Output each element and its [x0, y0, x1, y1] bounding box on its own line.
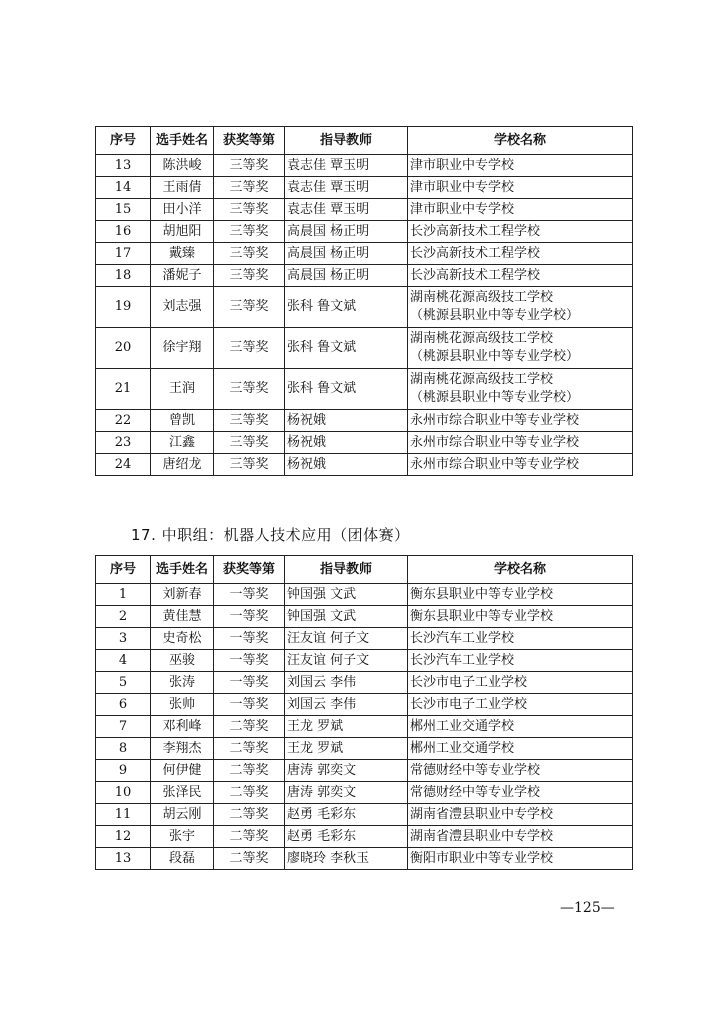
cell-name: 张泽民 [151, 782, 214, 804]
cell-school: 永州市综合职业中等专业学校 [408, 454, 633, 476]
cell-name: 徐宇翔 [151, 328, 214, 369]
cell-school: 长沙汽车工业学校 [408, 628, 633, 650]
cell-teacher: 钟国强 文武 [285, 584, 408, 606]
cell-school: 衡东县职业中等专业学校 [408, 584, 633, 606]
col-header-teacher: 指导教师 [285, 556, 408, 584]
cell-teacher: 赵勇 毛彩东 [285, 826, 408, 848]
cell-teacher: 袁志佳 覃玉明 [285, 177, 408, 199]
table-row [96, 804, 633, 826]
table-row [96, 760, 633, 782]
cell-teacher: 赵勇 毛彩东 [285, 804, 408, 826]
cell-teacher: 刘国云 李伟 [285, 694, 408, 716]
cell-school: 湖南桃花源高级技工学校 （桃源县职业中等专业学校） [408, 369, 633, 410]
awards-table-2 [95, 555, 633, 870]
cell-teacher: 张科 鲁文斌 [285, 328, 408, 369]
cell-school: 长沙高新技术工程学校 [408, 265, 633, 287]
cell-name: 张宇 [151, 826, 214, 848]
cell-name: 何伊健 [151, 760, 214, 782]
cell-no: 3 [96, 628, 151, 650]
cell-name: 胡云刚 [151, 804, 214, 826]
cell-name: 张涛 [151, 672, 214, 694]
table-header-row [96, 556, 633, 584]
cell-teacher: 杨祝娥 [285, 454, 408, 476]
col-header-name: 选手姓名 [151, 127, 214, 155]
col-header-teacher: 指导教师 [285, 127, 408, 155]
cell-no: 13 [96, 848, 151, 870]
col-header-name: 选手姓名 [151, 556, 214, 584]
cell-no: 21 [96, 369, 151, 410]
cell-name: 黄佳慧 [151, 606, 214, 628]
cell-teacher: 汪友谊 何子文 [285, 628, 408, 650]
cell-teacher: 王龙 罗斌 [285, 738, 408, 760]
cell-teacher: 王龙 罗斌 [285, 716, 408, 738]
table-row [96, 694, 633, 716]
table-row [96, 199, 633, 221]
cell-school: 郴州工业交通学校 [408, 738, 633, 760]
cell-award: 二等奖 [214, 826, 285, 848]
cell-award: 三等奖 [214, 328, 285, 369]
cell-school: 长沙高新技术工程学校 [408, 221, 633, 243]
cell-no: 17 [96, 243, 151, 265]
table-row [96, 848, 633, 870]
cell-award: 二等奖 [214, 782, 285, 804]
cell-name: 李翔杰 [151, 738, 214, 760]
table-row [96, 177, 633, 199]
cell-name: 潘妮子 [151, 265, 214, 287]
cell-no: 6 [96, 694, 151, 716]
cell-award: 一等奖 [214, 694, 285, 716]
cell-teacher: 高晨国 杨正明 [285, 221, 408, 243]
cell-school: 衡东县职业中等专业学校 [408, 606, 633, 628]
table-row [96, 243, 633, 265]
cell-no: 12 [96, 826, 151, 848]
cell-award: 三等奖 [214, 221, 285, 243]
cell-name: 王润 [151, 369, 214, 410]
cell-teacher: 张科 鲁文斌 [285, 369, 408, 410]
cell-name: 王雨倩 [151, 177, 214, 199]
cell-school: 长沙汽车工业学校 [408, 650, 633, 672]
cell-award: 三等奖 [214, 454, 285, 476]
cell-school: 津市职业中专学校 [408, 199, 633, 221]
cell-no: 15 [96, 199, 151, 221]
page-number: —125— [560, 900, 615, 916]
table-row [96, 155, 633, 177]
cell-award: 三等奖 [214, 155, 285, 177]
cell-no: 7 [96, 716, 151, 738]
cell-award: 二等奖 [214, 760, 285, 782]
cell-school: 湖南桃花源高级技工学校 （桃源县职业中等专业学校） [408, 287, 633, 328]
col-header-no: 序号 [96, 556, 151, 584]
col-header-award: 获奖等第 [214, 127, 285, 155]
table-row [96, 432, 633, 454]
cell-no: 1 [96, 584, 151, 606]
cell-no: 16 [96, 221, 151, 243]
cell-school: 长沙高新技术工程学校 [408, 243, 633, 265]
cell-teacher: 高晨国 杨正明 [285, 243, 408, 265]
cell-no: 8 [96, 738, 151, 760]
col-header-award: 获奖等第 [214, 556, 285, 584]
cell-award: 一等奖 [214, 672, 285, 694]
cell-teacher: 唐涛 郭奕文 [285, 760, 408, 782]
cell-no: 2 [96, 606, 151, 628]
table-row [96, 716, 633, 738]
cell-no: 18 [96, 265, 151, 287]
cell-award: 三等奖 [214, 177, 285, 199]
awards-table-1 [95, 126, 633, 476]
cell-teacher: 杨祝娥 [285, 410, 408, 432]
cell-no: 19 [96, 287, 151, 328]
cell-school: 湖南桃花源高级技工学校 （桃源县职业中等专业学校） [408, 328, 633, 369]
cell-school: 长沙市电子工业学校 [408, 694, 633, 716]
cell-name: 陈洪峻 [151, 155, 214, 177]
cell-school: 郴州工业交通学校 [408, 716, 633, 738]
col-header-school: 学校名称 [408, 556, 633, 584]
cell-school: 湖南省澧县职业中专学校 [408, 826, 633, 848]
cell-award: 二等奖 [214, 716, 285, 738]
cell-award: 一等奖 [214, 606, 285, 628]
cell-name: 胡旭阳 [151, 221, 214, 243]
table-row [96, 738, 633, 760]
table-row [96, 782, 633, 804]
cell-no: 14 [96, 177, 151, 199]
section-title: 17. 中职组：机器人技术应用（团体赛） [131, 526, 410, 544]
cell-no: 20 [96, 328, 151, 369]
cell-no: 23 [96, 432, 151, 454]
cell-name: 唐绍龙 [151, 454, 214, 476]
cell-name: 巫骏 [151, 650, 214, 672]
col-header-no: 序号 [96, 127, 151, 155]
table-row [96, 287, 633, 328]
cell-teacher: 袁志佳 覃玉明 [285, 199, 408, 221]
cell-award: 二等奖 [214, 804, 285, 826]
cell-school: 常德财经中等专业学校 [408, 782, 633, 804]
cell-award: 二等奖 [214, 848, 285, 870]
cell-award: 三等奖 [214, 410, 285, 432]
cell-no: 22 [96, 410, 151, 432]
cell-school: 津市职业中专学校 [408, 155, 633, 177]
cell-no: 24 [96, 454, 151, 476]
table-row [96, 584, 633, 606]
table-row [96, 410, 633, 432]
cell-teacher: 唐涛 郭奕文 [285, 782, 408, 804]
cell-teacher: 廖晓玲 李秋玉 [285, 848, 408, 870]
table-row [96, 369, 633, 410]
cell-award: 一等奖 [214, 628, 285, 650]
cell-teacher: 汪友谊 何子文 [285, 650, 408, 672]
cell-school: 衡阳市职业中等专业学校 [408, 848, 633, 870]
table-header-row [96, 127, 633, 155]
cell-school: 津市职业中专学校 [408, 177, 633, 199]
table-row [96, 328, 633, 369]
cell-award: 一等奖 [214, 584, 285, 606]
table-row [96, 606, 633, 628]
cell-award: 三等奖 [214, 265, 285, 287]
cell-school: 湖南省澧县职业中专学校 [408, 804, 633, 826]
cell-no: 13 [96, 155, 151, 177]
cell-teacher: 刘国云 李伟 [285, 672, 408, 694]
cell-name: 江鑫 [151, 432, 214, 454]
cell-name: 史奇松 [151, 628, 214, 650]
cell-school: 长沙市电子工业学校 [408, 672, 633, 694]
cell-no: 10 [96, 782, 151, 804]
cell-school: 常德财经中等专业学校 [408, 760, 633, 782]
cell-name: 田小洋 [151, 199, 214, 221]
cell-award: 三等奖 [214, 243, 285, 265]
cell-name: 刘新春 [151, 584, 214, 606]
cell-name: 刘志强 [151, 287, 214, 328]
cell-teacher: 杨祝娥 [285, 432, 408, 454]
cell-teacher: 钟国强 文武 [285, 606, 408, 628]
table-row [96, 454, 633, 476]
cell-award: 三等奖 [214, 199, 285, 221]
table-body-1 [96, 155, 633, 476]
table-row [96, 265, 633, 287]
cell-no: 11 [96, 804, 151, 826]
cell-name: 戴臻 [151, 243, 214, 265]
cell-teacher: 袁志佳 覃玉明 [285, 155, 408, 177]
table-row [96, 672, 633, 694]
cell-award: 三等奖 [214, 432, 285, 454]
col-header-school: 学校名称 [408, 127, 633, 155]
cell-teacher: 高晨国 杨正明 [285, 265, 408, 287]
cell-name: 张帅 [151, 694, 214, 716]
cell-name: 曾凯 [151, 410, 214, 432]
table-row [96, 221, 633, 243]
table-body-2 [96, 584, 633, 870]
cell-teacher: 张科 鲁文斌 [285, 287, 408, 328]
cell-award: 二等奖 [214, 738, 285, 760]
cell-no: 5 [96, 672, 151, 694]
table-row [96, 826, 633, 848]
cell-school: 永州市综合职业中等专业学校 [408, 432, 633, 454]
table-row [96, 650, 633, 672]
table-row [96, 628, 633, 650]
cell-name: 邓利峰 [151, 716, 214, 738]
cell-school: 永州市综合职业中等专业学校 [408, 410, 633, 432]
cell-award: 三等奖 [214, 369, 285, 410]
cell-award: 一等奖 [214, 650, 285, 672]
cell-no: 9 [96, 760, 151, 782]
cell-no: 4 [96, 650, 151, 672]
cell-name: 段磊 [151, 848, 214, 870]
cell-award: 三等奖 [214, 287, 285, 328]
